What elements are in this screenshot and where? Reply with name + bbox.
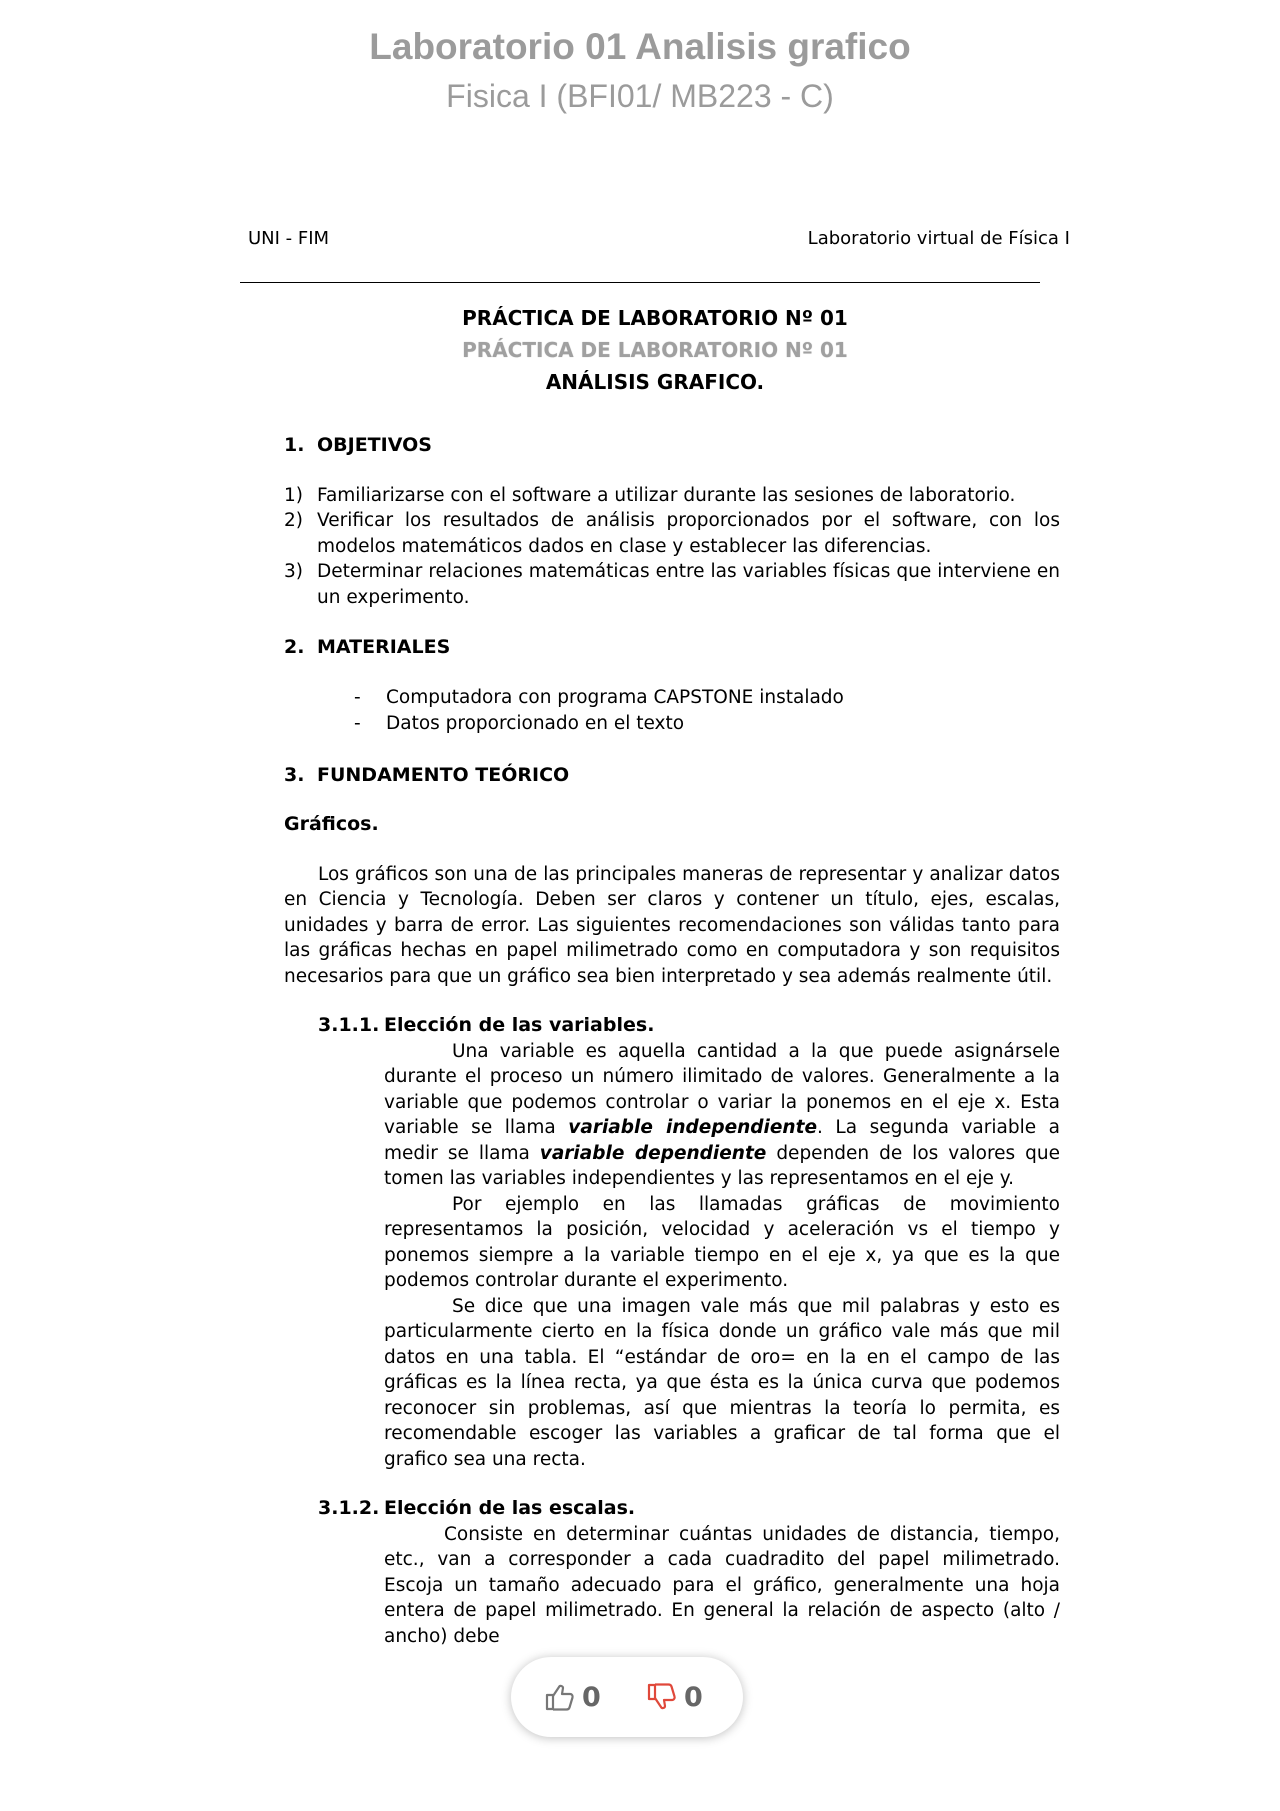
paragraph: Consiste en determinar cuántas unidades de distancia, tiempo, etc., van a corresponder a cada cuadradito del papel milimetrado. Escoja un tamaño adecuado para el gráfico, generalmente una hoja entera de papel milimetrado. En general la relación de aspecto (alto / ancho) debe — [384, 1523, 1060, 1647]
emphasis-text: variable dependiente — [539, 1142, 767, 1164]
subsection-number: 3.1.2. — [318, 1497, 380, 1519]
document-body — [284, 433, 1060, 1649]
document-page — [240, 228, 1070, 1647]
section-title: FUNDAMENTO TEÓRICO — [317, 763, 570, 786]
objetivos-list — [284, 483, 1060, 611]
section-number: 3. — [284, 763, 305, 786]
thumbs-up-icon — [544, 1682, 576, 1712]
list-item-text: Familiarizarse con el software a utilizar durante las sesiones de laboratorio. — [317, 484, 1016, 506]
list-item-number: 2) — [284, 510, 303, 531]
list-item-text: Determinar relaciones matemáticas entre las variables físicas que interviene en un experimento. — [317, 561, 1060, 608]
list-item — [284, 559, 1060, 610]
section-heading-objetivos — [284, 433, 1060, 459]
thumbs-down-icon — [646, 1682, 678, 1712]
paragraph: Por ejemplo en las llamadas gráficas de movimiento representamos la posición, velocidad y aceleración vs el tiempo y ponemos siempre a la variable tiempo en el eje x, ya que es la que podemos controlar durante el experimento. — [384, 1193, 1060, 1291]
list-item-number: 1) — [284, 484, 303, 506]
section-title: OBJETIVOS — [317, 434, 432, 456]
header-divider — [240, 282, 1040, 283]
header-left-text: UNI - FIM — [248, 228, 330, 249]
list-bullet: - — [354, 686, 361, 708]
section-title: MATERIALES — [317, 636, 451, 658]
list-item — [284, 685, 1060, 711]
text-run: Una variable es aquella cantidad a la que puede asignársele durante el proceso un número ilimitado de valores. Generalmente a la variable que podemos controlar o variar la ponemos en el eje x. Esta variable se llama — [384, 1040, 1060, 1138]
graficos-paragraph: Los gráficos son una de las principales maneras de representar y analizar datos en Ciencia y Tecnología. Deben ser claros y contener un título, ejes, escalas, unidades y barra de error. Las siguientes recomendaciones son válidas tanto para las gráficas hechas en papel milimetrado como en computadora y son requisitos necesarios para que un gráfico sea bien interpretado y sea además realmente útil. — [284, 863, 1060, 987]
dislike-button[interactable] — [646, 1677, 703, 1717]
graficos-heading: Gráficos. — [284, 813, 379, 835]
paragraph — [384, 1039, 1060, 1192]
subsection-body-escalas — [384, 1522, 1060, 1650]
practica-subtitle: ANÁLISIS GRAFICO. — [545, 370, 765, 394]
section-number: 2. — [284, 636, 305, 658]
list-bullet: - — [354, 712, 361, 734]
subsection-heading-variables — [318, 1013, 1060, 1039]
dislike-count: 0 — [684, 1681, 703, 1713]
section-heading-materiales — [284, 635, 1060, 661]
header-right-text: Laboratorio virtual de Física I — [807, 228, 1070, 249]
list-item-text: Computadora con programa CAPSTONE instalado — [386, 686, 844, 708]
materiales-list — [284, 685, 1060, 737]
subsection-number: 3.1.1. — [318, 1014, 380, 1036]
list-item — [284, 483, 1060, 509]
vote-bar — [511, 1657, 743, 1737]
subsection-title: Elección de las variables. — [384, 1014, 655, 1036]
paragraph: Se dice que una imagen vale más que mil palabras y esto es particularmente cierto en la física donde un gráfico vale más que mil datos en una tabla. El “estándar de oro= en la en el campo de las gráficas es la línea recta, ya que ésta es la única curva que podemos reconocer sin problemas, así que mientras la teoría lo permita, es recomendable escoger las variables a graficar de tal forma que el grafico sea una recta. — [384, 1295, 1060, 1470]
text-run: . La segunda variable a medir se llama — [384, 1117, 1060, 1164]
section-number: 1. — [284, 434, 305, 456]
subsection-heading-escalas — [318, 1496, 1060, 1522]
list-item-text: Datos proporcionado en el texto — [386, 712, 685, 734]
document-title: Laboratorio 01 Analisis grafico — [369, 26, 911, 67]
practica-title-ghost: PRÁCTICA DE LABORATORIO Nº 01 — [462, 338, 848, 362]
text-run: dependen de los valores que tomen las variables independientes y las representamos en el eje y. — [384, 1142, 1061, 1189]
list-item — [284, 711, 1060, 737]
document-subtitle: Fisica I (BFI01/ MB223 - C) — [446, 78, 834, 114]
list-item-text: Verificar los resultados de análisis proporcionados por el software, con los modelos matemáticos dados en clase y establecer las diferencias. — [317, 510, 1060, 557]
section-heading-fundamento — [284, 763, 1060, 789]
subsection-title: Elección de las escalas. — [384, 1497, 636, 1519]
page-header — [240, 228, 1070, 252]
list-item — [284, 508, 1060, 559]
list-item-number: 3) — [284, 561, 303, 582]
like-count: 0 — [582, 1681, 601, 1713]
subsection-body-variables — [384, 1039, 1060, 1473]
practica-title: PRÁCTICA DE LABORATORIO Nº 01 — [462, 306, 848, 330]
practica-heading — [240, 302, 1070, 398]
like-button[interactable] — [544, 1677, 601, 1717]
emphasis-text: variable independiente — [568, 1117, 817, 1138]
